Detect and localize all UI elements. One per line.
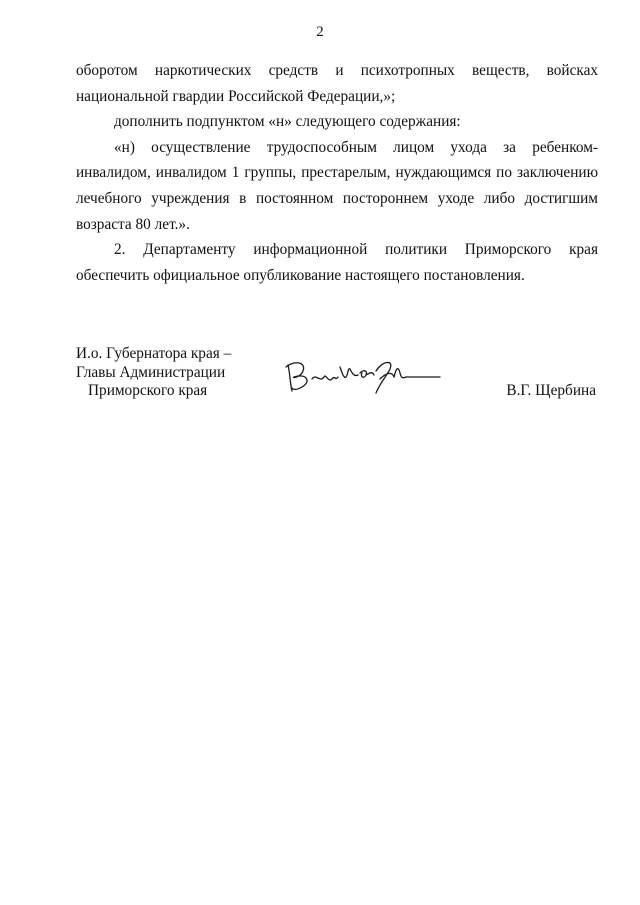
paragraph-item-2: 2. Департаменту информационной политики Приморского края обеспечить официальное опубликование настоящего постановления. — [76, 241, 598, 284]
paragraph-amendment-intro: дополнить подпунктом «н» следующего содержания: — [114, 113, 461, 131]
handwritten-signature — [282, 353, 442, 403]
continuation-line-2: национальной гвардии Российской Федерации,»; — [76, 87, 396, 105]
word: веществ, — [472, 62, 530, 79]
word: психотропных — [360, 62, 455, 79]
word: средств — [268, 62, 319, 79]
page-number: 2 — [316, 24, 324, 40]
document-body — [76, 58, 598, 288]
signatory-title-line-1: И.о. Губернатора края – — [76, 345, 232, 362]
paragraph-subitem-n: «н) осуществление трудоспособным лицом ухода за ребенком-инвалидом, инвалидом 1 группы, престарелым, нуждающимся по заключению лечебного учреждения в постоянном постороннем уходе либо достигшим возраста 80 лет.». — [76, 138, 598, 233]
word: войсках — [546, 62, 599, 79]
word: оборотом — [76, 62, 138, 79]
word: и — [335, 62, 344, 79]
signatory-name: В.Г. Щербина — [506, 382, 596, 399]
signatory-title — [76, 345, 276, 401]
signatory-title-line-2: Главы Администрации — [76, 363, 226, 381]
signatory-title-line-3: Приморского края — [88, 382, 208, 399]
continuation-line-1 — [76, 58, 598, 84]
signature-block — [76, 345, 598, 415]
word: наркотических — [154, 62, 252, 79]
paragraph-continuation — [76, 58, 598, 109]
